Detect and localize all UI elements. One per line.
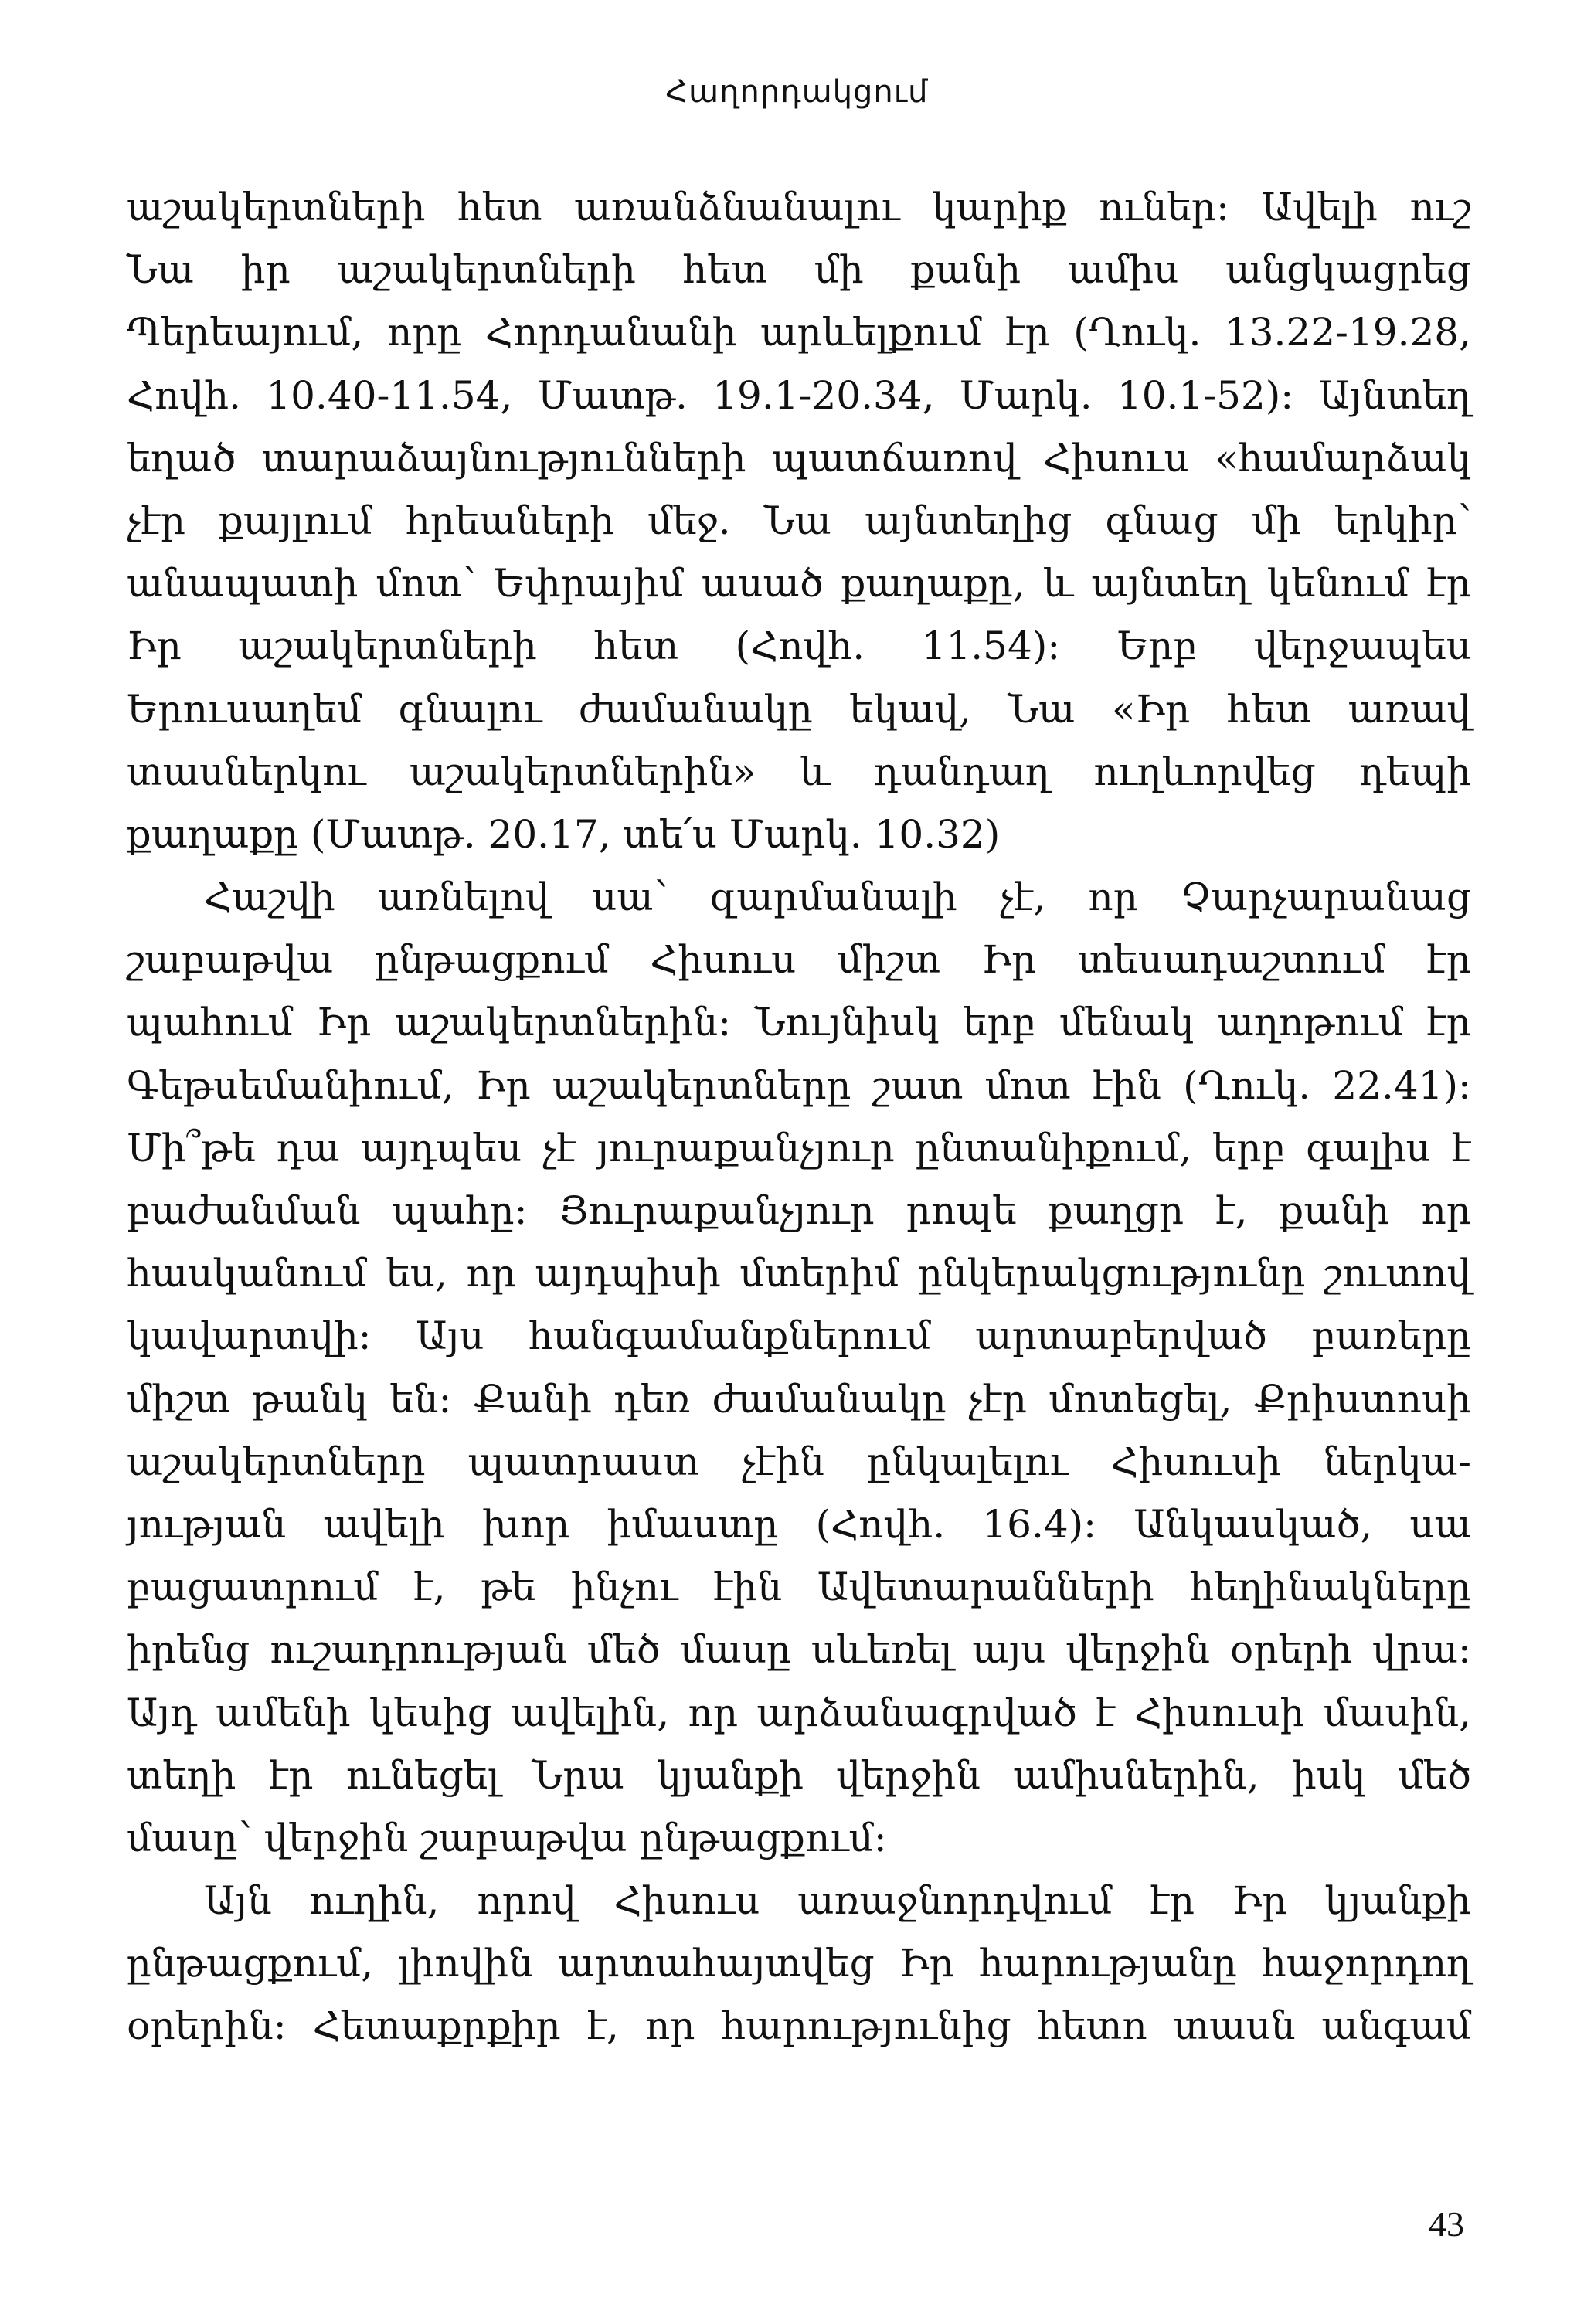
text-line: Երուսաղեմ գնալու ժամանակը եկավ, Նա «Իր հետ առավ [127,686,1471,732]
text-line: Գեթսեմանիում, Իր աշակերտները շատ մոտ էին (Ղուկ. 22.41)։ [127,1062,1471,1108]
text-line: Մի՞թե դա այդպես չէ յուրաքանչյուր ընտանիքում, երբ գալիս է [127,1125,1471,1170]
text-line: բացատրում է, թե ինչու էին Ավետարանների հեղինակները [127,1565,1471,1610]
text-line: Պերեայում, որը Հորդանանի արևելքում էր (Ղուկ. 13.22-19.28, [127,310,1471,355]
running-header: Հաղորդակցում [665,74,929,110]
body-text [127,176,1471,2058]
text-line: աշակերտները պատրաստ չէին ընկալելու Հիսուսի ներկա- [127,1439,1471,1484]
text-line: պահում Իր աշակերտներին։ Նույնիսկ երբ մենակ աղոթում էր [127,1000,1471,1045]
page-number: 43 [1429,2204,1464,2244]
text-line: իրենց ուշադրության մեծ մասը սևեռել այս վերջին օրերի վրա։ [127,1627,1471,1673]
text-line: բաժանման պահը։ Յուրաքանչյուր րոպե քաղցր է, քանի որ [127,1188,1471,1233]
text-line: մասը՝ վերջին շաբաթվա ընթացքում։ [127,1815,887,1860]
text-line: Իր աշակերտների հետ (Հովh. 11.54)։ Երբ վերջապես [127,623,1471,669]
text-line: յության ավելի խոր իմաստը (Հովh. 16.4)։ Անկասկած, սա [127,1501,1471,1547]
text-line: քաղաքը (Մատթ. 20.17, տե՛ս Մարկ. 10.32) [127,811,1001,857]
text-line: միշտ թանկ են։ Քանի դեռ ժամանակը չէր մոտեցել, Քրիստոսի [127,1376,1471,1422]
text-line: Նա իր աշակերտների հետ մի քանի ամիս անցկացրեց [127,247,1471,293]
text-line: անապատի մոտ՝ Եփրայիմ ասած քաղաքը, և այնտեղ կենում էր [127,561,1471,606]
text-line: Հովh. 10.40-11.54, Մատթ. 19.1-20.34, Մարկ. 10.1-52)։ Այնտեղ [127,372,1471,418]
text-line: կավարտվի։ Այս հանգամանքներում արտաբերված բառերը [127,1313,1471,1359]
text-line: տասներկու աշակերտներին» և դանդաղ ուղևորվեց դեպի [127,749,1471,794]
text-line: աշակերտների հետ առանձնանալու կարիք ուներ։ Ավելի ուշ [127,185,1471,229]
text-line: Հաշվի առնելով սա՝ զարմանալի չէ, որ Չարչարանաց [204,875,1471,920]
text-line: հասկանում ես, որ այդպիսի մտերիմ ընկերակցությունը շուտով [127,1251,1471,1296]
text-line: շաբաթվա ընթացքում Հիսուս միշտ Իր տեսադաշտում էր [127,937,1471,983]
text-line: ընթացքում, լիովին արտահայտվեց Իր հարությանը հաջորդող [127,1941,1471,1986]
text-line: օրերին։ Հետաքրքիր է, որ հարությունից հետո տասն անգամ [127,2003,1471,2049]
text-line: չէր քայլում հրեաների մեջ. Նա այնտեղից գնաց մի երկիր՝ [127,498,1471,543]
text-line: տեղի էր ունեցել Նրա կյանքի վերջին ամիսներին, իսկ մեծ [127,1752,1471,1798]
text-line: Այն ուղին, որով Հիսուս առաջնորդվում էր Իր կյանքի [204,1878,1471,1924]
text-line: եղած տարաձայնությունների պատճառով Հիսուս «համարձակ [127,435,1471,481]
text-line: Այդ ամենի կեսից ավելին, որ արձանագրված է Հիսուսի մասին, [127,1690,1471,1735]
